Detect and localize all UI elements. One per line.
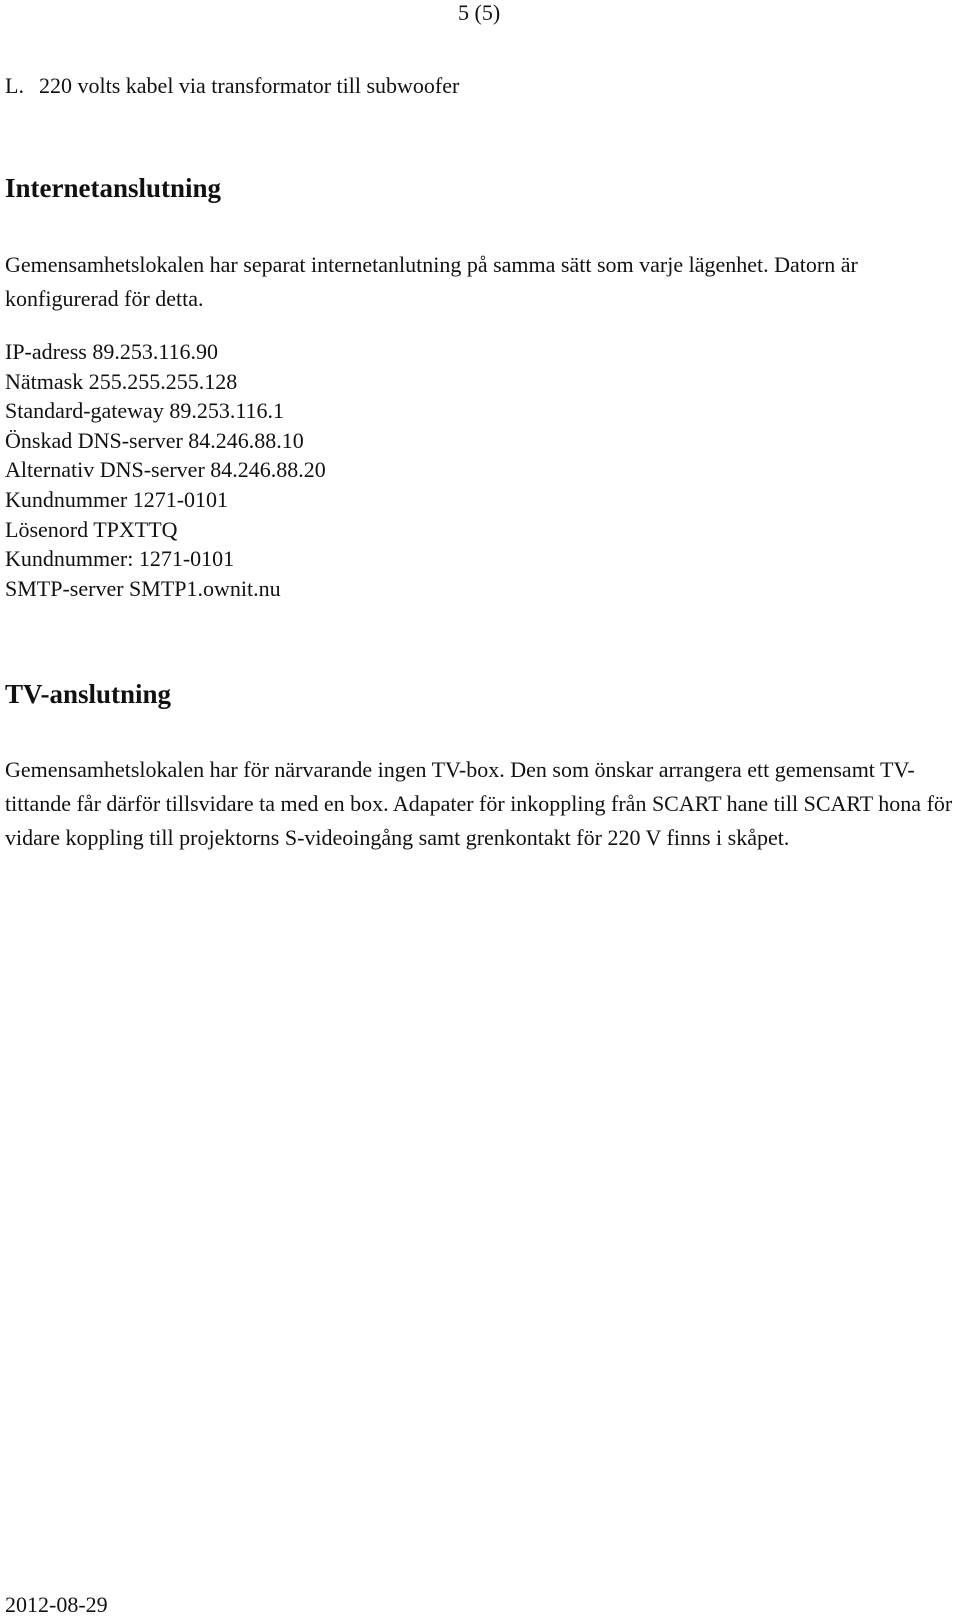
- heading-tv-anslutning: TV-anslutning: [5, 679, 172, 709]
- list-marker: L.: [5, 73, 24, 98]
- setting-ip-address: IP-adress 89.253.116.90: [5, 339, 219, 364]
- setting-password: Lösenord TPXTTQ: [5, 516, 178, 542]
- setting-smtp-server: SMTP-server SMTP1.ownit.nu: [5, 575, 281, 601]
- setting-customer-number-2: Kundnummer: 1271-0101: [5, 546, 235, 572]
- setting-netmask: Nätmask 255.255.255.128: [5, 368, 238, 394]
- network-settings-list: [5, 337, 326, 603]
- footer-date: 2012-08-29: [5, 1592, 108, 1617]
- tv-paragraph: Gemensamhetslokalen har för närvarande ingen TV-box. Den som önskar arrangera ett gemensamt TV-tittande får därför tillsvidare ta med en box. Adapater för inkoppling från SCART hane till SCART hona för vidare koppling till projektorns S-videoingång samt grenkontakt för 220 V finns i skåpet.: [5, 757, 953, 850]
- list-item-text: 220 volts kabel via transformator till subwoofer: [39, 73, 460, 98]
- heading-internetanslutning: Internetanslutning: [5, 173, 222, 203]
- setting-primary-dns: Önskad DNS-server 84.246.88.10: [5, 427, 304, 453]
- internet-paragraph: Gemensamhetslokalen har separat internetanlutning på samma sätt som varje lägenhet. Datorn är konfigurerad för detta.: [5, 252, 858, 311]
- setting-alternate-dns: Alternativ DNS-server 84.246.88.20: [5, 457, 326, 483]
- setting-customer-number: Kundnummer 1271-0101: [5, 486, 229, 512]
- list-item-l: [5, 72, 459, 100]
- page-number: 5 (5): [458, 0, 501, 25]
- setting-gateway: Standard-gateway 89.253.116.1: [5, 398, 285, 424]
